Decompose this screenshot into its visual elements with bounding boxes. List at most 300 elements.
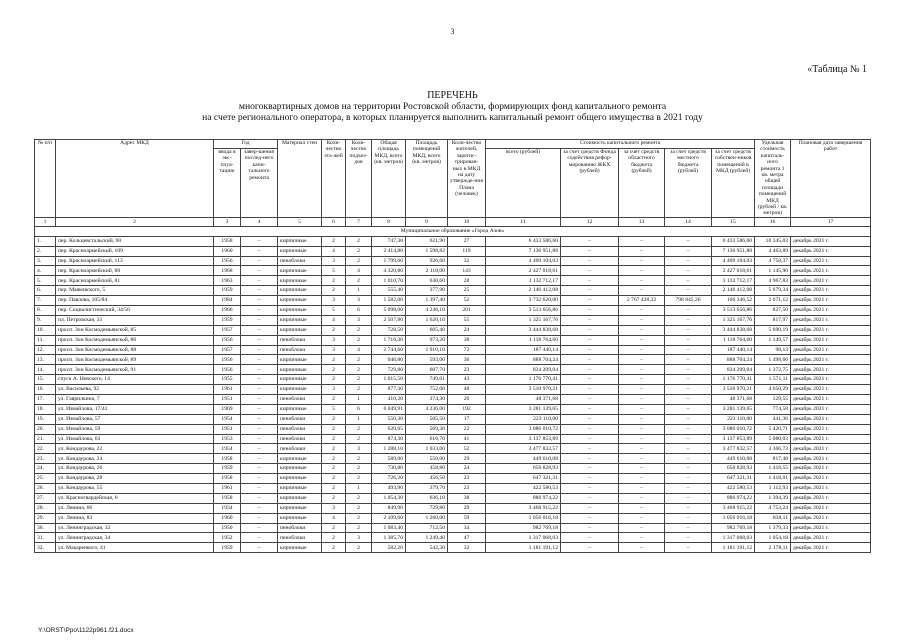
table-row (35, 424, 871, 434)
cell-cost-local: – (665, 246, 712, 256)
header-cost-local: за счет средств местного бюджета (рублей) (665, 149, 712, 218)
cell-wall-material: пеноблоки (278, 434, 322, 444)
cell-unit-cost: 817,97 (755, 315, 791, 325)
cell-cost-regional: – (619, 543, 665, 553)
cell-premises-area: 374,30 (406, 395, 448, 405)
cell-residents: 59 (448, 513, 486, 523)
cell-entrances: 2 (346, 236, 372, 246)
cell-row-num: 4. (35, 266, 56, 276)
cell-cost-total: 3 477 832,57 (486, 444, 561, 454)
cell-cost-fund: – (561, 464, 619, 474)
cell-cost-regional: – (619, 523, 665, 533)
cell-cost-owners: 3 132 712,17 (712, 276, 755, 286)
table-row (35, 493, 871, 503)
cell-cost-total: 1 317 068,03 (486, 533, 561, 543)
cell-planned-date: декабрь 2021 г. (791, 474, 871, 484)
cell-year-repair: – (241, 365, 278, 375)
cell-residents: 36 (448, 355, 486, 365)
cell-year-built: 1984 (214, 296, 241, 306)
cell-cost-owners: 3 281 139,65 (712, 404, 755, 414)
cell-cost-local: – (665, 335, 712, 345)
cell-cost-regional: – (619, 375, 665, 385)
cell-planned-date: декабрь 2021 г. (791, 256, 871, 266)
cell-cost-fund: – (561, 335, 619, 345)
cell-wall-material: пеноблоки (278, 414, 322, 424)
column-number: 8 (372, 217, 406, 226)
cell-premises-area: 712,50 (406, 523, 448, 533)
table-body (35, 226, 871, 552)
cell-cost-local: – (665, 306, 712, 316)
cell-residents: 38 (448, 335, 486, 345)
cell-year-built: 1957 (214, 325, 241, 335)
cell-cost-owners: 3 086 010,72 (712, 424, 755, 434)
cell-cost-owners: 3 444 838,68 (712, 325, 755, 335)
cell-cost-fund: – (561, 493, 619, 503)
cell-row-num: 8. (35, 306, 56, 316)
cell-floors: 5 (322, 266, 346, 276)
cell-cost-fund: – (561, 414, 619, 424)
cell-residents: 34 (448, 523, 486, 533)
cell-premises-area: 1 598,82 (406, 246, 448, 256)
cell-year-built: 1960 (214, 513, 241, 523)
cell-wall-material: кирпичные (278, 503, 322, 513)
cell-unit-cost: 1 379,33 (755, 523, 791, 533)
cell-entrances: 1 (346, 484, 372, 494)
cell-year-built: 1960 (214, 246, 241, 256)
cell-unit-cost: 10 345,03 (755, 236, 791, 246)
cell-year-built: 1957 (214, 345, 241, 355)
cell-planned-date: декабрь 2021 г. (791, 315, 871, 325)
cell-cost-local: – (665, 513, 712, 523)
header-num: № п/п (35, 140, 56, 218)
cell-cost-local: – (665, 434, 712, 444)
column-number: 13 (619, 217, 665, 226)
cell-cost-owners: 2 427 018,61 (712, 266, 755, 276)
table-row (35, 385, 871, 395)
cell-residents: 55 (448, 315, 486, 325)
cell-wall-material: кирпичные (278, 266, 322, 276)
cell-cost-regional: – (619, 246, 665, 256)
cell-year-built: 1954 (214, 414, 241, 424)
cell-total-area: 726,20 (372, 474, 406, 484)
cell-row-num: 26. (35, 484, 56, 494)
cell-address: ул. Макаренкого, 41 (56, 543, 214, 553)
cell-unit-cost: 827,50 (755, 306, 791, 316)
cell-address: ул. Ленинградская, 32 (56, 523, 214, 533)
cell-planned-date: декабрь 2021 г. (791, 404, 871, 414)
cell-wall-material: кирпичные (278, 246, 322, 256)
cell-year-built: 1961 (214, 385, 241, 395)
cell-floors: 2 (322, 414, 346, 424)
cell-cost-regional: – (619, 493, 665, 503)
cell-cost-local: – (665, 503, 712, 513)
cell-total-area: 1 385,70 (372, 533, 406, 543)
cell-residents: 52 (448, 296, 486, 306)
cell-year-built: 1934 (214, 503, 241, 513)
cell-unit-cost: 98,13 (755, 345, 791, 355)
cell-premises-area: 636,10 (406, 493, 448, 503)
cell-cost-total: 886 974,22 (486, 493, 561, 503)
cell-wall-material: кирпичные (278, 474, 322, 484)
cell-planned-date: декабрь 2021 г. (791, 266, 871, 276)
column-number: 5 (278, 217, 322, 226)
cell-planned-date: декабрь 2021 г. (791, 484, 871, 494)
cell-entrances: 2 (346, 493, 372, 503)
cell-cost-fund: – (561, 266, 619, 276)
cell-address: пер. Социалистический, 34/56 (56, 306, 214, 316)
cell-unit-cost: 1 145,90 (755, 266, 791, 276)
cell-row-num: 10. (35, 325, 56, 335)
cell-row-num: 31. (35, 533, 56, 543)
cell-row-num: 15. (35, 375, 56, 385)
cell-cost-fund: – (561, 345, 619, 355)
cell-cost-total: 3 513 656,86 (486, 306, 561, 316)
cell-row-num: 32. (35, 543, 56, 553)
cell-cost-total: 650 828,93 (486, 464, 561, 474)
cell-residents: 52 (448, 444, 486, 454)
cell-cost-owners: 3 468 915,22 (712, 503, 755, 513)
document-title (0, 90, 905, 123)
table-row (35, 434, 871, 444)
cell-address: ул. Кондаурова, 24 (56, 454, 214, 464)
cell-cost-local: – (665, 404, 712, 414)
cell-cost-fund: – (561, 404, 619, 414)
section-row (35, 226, 871, 236)
cell-address: просп. Зои Космодемьянской, 85 (56, 325, 214, 335)
table-row (35, 296, 871, 306)
cell-cost-fund: – (561, 375, 619, 385)
cell-year-built: 1961 (214, 484, 241, 494)
header-entrances: Коли-чество подъез-дов (346, 140, 372, 218)
cell-planned-date: декабрь 2021 г. (791, 464, 871, 474)
cell-floors: 2 (322, 464, 346, 474)
cell-floors: 2 (322, 375, 346, 385)
cell-cost-regional: – (619, 444, 665, 454)
cell-cost-owners: 647 321,31 (712, 474, 755, 484)
cell-cost-total: 3 468 915,22 (486, 503, 561, 513)
cell-floors: 2 (322, 533, 346, 543)
cell-year-repair: – (241, 543, 278, 553)
cell-premises-area: 569,30 (406, 424, 448, 434)
table-row (35, 355, 871, 365)
cell-cost-fund: – (561, 503, 619, 513)
cell-premises-area: 630,60 (406, 276, 448, 286)
cell-year-repair: – (241, 474, 278, 484)
cell-wall-material: кирпичные (278, 236, 322, 246)
cell-wall-material: кирпичные (278, 404, 322, 414)
cell-row-num: 29. (35, 513, 56, 523)
footer-file-path: Y:\ORST\Ppo\1122p961.f21.docx (38, 627, 134, 634)
table-row (35, 306, 871, 316)
cell-premises-area: 729,80 (406, 503, 448, 513)
cell-floors: 2 (322, 365, 346, 375)
cell-residents: 22 (448, 424, 486, 434)
cell-unit-cost: 1 149,57 (755, 335, 791, 345)
cell-address: ул. Измайлова, 57 (56, 414, 214, 424)
cell-cost-regional: – (619, 533, 665, 543)
cell-row-num: 18. (35, 404, 56, 414)
cell-address: пер. Павлова, 105/84 (56, 296, 214, 306)
cell-premises-area: 1 033,00 (406, 444, 448, 454)
cell-total-area: 1 799,60 (372, 256, 406, 266)
cell-floors: 2 (322, 484, 346, 494)
cell-cost-fund: – (561, 246, 619, 256)
cell-address: просп. Зои Космодемьянской, 88 (56, 345, 214, 355)
cell-cost-fund: – (561, 256, 619, 266)
cell-cost-local: – (665, 236, 712, 246)
cell-planned-date: декабрь 2021 г. (791, 375, 871, 385)
cell-cost-total: 3 444 838,68 (486, 325, 561, 335)
cell-cost-fund: – (561, 454, 619, 464)
cell-unit-cost: 5 420,71 (755, 424, 791, 434)
cell-year-built: 1956 (214, 256, 241, 266)
cell-floors: 2 (322, 286, 346, 296)
cell-residents: 23 (448, 365, 486, 375)
cell-address: пер. Кольцевстальский, 90 (56, 236, 214, 246)
cell-unit-cost: 5 690,19 (755, 325, 791, 335)
cell-total-area: 2 744,60 (372, 345, 406, 355)
cell-row-num: 30. (35, 523, 56, 533)
cell-cost-regional: – (619, 434, 665, 444)
cell-floors: 2 (322, 395, 346, 405)
cell-residents: 43 (448, 375, 486, 385)
header-cost-group: Стоимость капитального ремонта (486, 140, 755, 149)
cell-wall-material: кирпичные (278, 493, 322, 503)
cell-cost-total: 1 056 016,18 (486, 513, 561, 523)
cell-cost-regional: – (619, 513, 665, 523)
cell-total-area: 6 049,91 (372, 404, 406, 414)
cell-unit-cost: 1 571,11 (755, 375, 791, 385)
cell-cost-regional: – (619, 306, 665, 316)
cell-wall-material: кирпичные (278, 513, 322, 523)
cell-residents: 192 (448, 404, 486, 414)
header-cost-owners: за счет средств собствен-ников помещений в МКД (рублей) (712, 149, 755, 218)
cell-cost-fund: – (561, 385, 619, 395)
cell-unit-cost: 5 080,03 (755, 434, 791, 444)
cell-year-built: 1959 (214, 543, 241, 553)
cell-cost-total: 7 136 951,88 (486, 246, 561, 256)
cell-year-repair: – (241, 286, 278, 296)
cell-cost-fund: – (561, 286, 619, 296)
table-row (35, 523, 871, 533)
header-cost-regional: за счет средств областного бюджета (рублей) (619, 149, 665, 218)
cell-cost-local: – (665, 286, 712, 296)
cell-unit-cost: 1 418,55 (755, 464, 791, 474)
cell-unit-cost: 4 463,89 (755, 246, 791, 256)
cell-cost-owners: 1 056 016,18 (712, 513, 755, 523)
cell-year-repair: – (241, 395, 278, 405)
cell-cost-regional: – (619, 385, 665, 395)
cell-residents: 23 (448, 484, 486, 494)
cell-premises-area: 1 260,00 (406, 513, 448, 523)
cell-total-area: 2 414,80 (372, 246, 406, 256)
housing-repair-table (34, 139, 871, 553)
cell-entrances: 1 (346, 414, 372, 424)
cell-floors: 3 (322, 345, 346, 355)
cell-year-built: 1958 (214, 236, 241, 246)
cell-cost-owners: 7 136 951,88 (712, 246, 755, 256)
column-number: 6 (322, 217, 346, 226)
cell-cost-regional: – (619, 335, 665, 345)
cell-cost-total: 2 146 412,08 (486, 286, 561, 296)
cell-cost-total: 3 732 620,00 (486, 296, 561, 306)
cell-floors: 2 (322, 543, 346, 553)
cell-year-repair: – (241, 404, 278, 414)
cell-entrances: 2 (346, 325, 372, 335)
cell-entrances: 1 (346, 286, 372, 296)
table-row (35, 266, 871, 276)
cell-year-repair: – (241, 315, 278, 325)
cell-residents: 27 (448, 236, 486, 246)
cell-entrances: 3 (346, 296, 372, 306)
cell-cost-local: – (665, 484, 712, 494)
cell-cost-regional: – (619, 266, 665, 276)
cell-unit-cost: 4 650,29 (755, 385, 791, 395)
cell-residents: 72 (448, 345, 486, 355)
cell-cost-regional: 2 767 428,22 (619, 296, 665, 306)
cell-premises-area: 607,70 (406, 365, 448, 375)
cell-address: ул. Измайлова, 59 (56, 424, 214, 434)
table-row (35, 533, 871, 543)
cell-cost-owners: 888 704,24 (712, 355, 755, 365)
cell-total-area: 2 109,60 (372, 513, 406, 523)
cell-premises-area: 377,90 (406, 286, 448, 296)
cell-premises-area: 542,30 (406, 543, 448, 553)
header-residents: Коли-чество жителей, зарегис-трирован-ных в МКД на дату утвержде-ния Плана (человек) (448, 140, 486, 218)
cell-year-built: 1958 (214, 454, 241, 464)
cell-year-repair: – (241, 375, 278, 385)
cell-floors: 4 (322, 315, 346, 325)
cell-entrances: 2 (346, 256, 372, 266)
cell-year-repair: – (241, 266, 278, 276)
cell-year-repair: – (241, 276, 278, 286)
cell-cost-fund: – (561, 306, 619, 316)
cell-wall-material: пеноблоки (278, 395, 322, 405)
cell-wall-material: кирпичные (278, 306, 322, 316)
cell-year-repair: – (241, 464, 278, 474)
cell-row-num: 25. (35, 474, 56, 484)
cell-row-num: 17. (35, 395, 56, 405)
cell-residents: 32 (448, 256, 486, 266)
cell-cost-fund: – (561, 365, 619, 375)
cell-year-built: 1959 (214, 464, 241, 474)
cell-cost-regional: – (619, 414, 665, 424)
cell-residents: 32 (448, 543, 486, 553)
column-number: 7 (346, 217, 372, 226)
cell-planned-date: декабрь 2021 г. (791, 454, 871, 464)
cell-cost-total: 1 176 770,41 (486, 375, 561, 385)
cell-unit-cost: 1 054,18 (755, 533, 791, 543)
cell-premises-area: 550,00 (406, 454, 448, 464)
cell-residents: 23 (448, 474, 486, 484)
cell-address: ул. Кондаурова, 55 (56, 484, 214, 494)
section-title: Муниципальное образование «Город Азов» (35, 226, 871, 236)
cell-entrances: 6 (346, 306, 372, 316)
table-row (35, 276, 871, 286)
cell-address: пер. Красноармейский, 81 (56, 276, 214, 286)
table-row (35, 395, 871, 405)
cell-premises-area: 379,70 (406, 484, 448, 494)
cell-planned-date: декабрь 2021 г. (791, 236, 871, 246)
cell-cost-fund: – (561, 533, 619, 543)
cell-year-repair: – (241, 484, 278, 494)
cell-planned-date: декабрь 2021 г. (791, 325, 871, 335)
cell-cost-total: 888 704,24 (486, 355, 561, 365)
cell-cost-fund: – (561, 315, 619, 325)
cell-wall-material: кирпичные (278, 385, 322, 395)
cell-year-built: 1951 (214, 395, 241, 405)
cell-cost-local: – (665, 355, 712, 365)
cell-row-num: 20. (35, 424, 56, 434)
cell-entrances: 6 (346, 404, 372, 414)
table-row (35, 484, 871, 494)
cell-year-built: 1951 (214, 424, 241, 434)
cell-floors: 4 (322, 513, 346, 523)
cell-cost-regional: – (619, 464, 665, 474)
cell-total-area: 1 054,30 (372, 493, 406, 503)
column-number: 2 (56, 217, 214, 226)
column-number: 10 (448, 217, 486, 226)
header-wall-material: Материал стен (278, 140, 322, 218)
cell-total-area: 5 098,00 (372, 306, 406, 316)
cell-year-built: 1959 (214, 286, 241, 296)
page-number: 3 (450, 27, 455, 36)
cell-address: ул. Ленина, 66 (56, 503, 214, 513)
cell-year-built: 1969 (214, 404, 241, 414)
cell-total-area: 728,50 (372, 325, 406, 335)
cell-planned-date: декабрь 2021 г. (791, 296, 871, 306)
table-row (35, 256, 871, 266)
table-row (35, 513, 871, 523)
cell-cost-fund: – (561, 395, 619, 405)
table-row (35, 454, 871, 464)
cell-planned-date: декабрь 2021 г. (791, 444, 871, 454)
cell-cost-fund: – (561, 296, 619, 306)
cell-cost-owners: 449 610,08 (712, 454, 755, 464)
cell-floors: 2 (322, 474, 346, 484)
cell-year-repair: – (241, 444, 278, 454)
table-row (35, 404, 871, 414)
cell-row-num: 14. (35, 365, 56, 375)
cell-cost-local: – (665, 414, 712, 424)
cell-row-num: 27. (35, 493, 56, 503)
cell-cost-total: 834 209,04 (486, 365, 561, 375)
cell-total-area: 729,80 (372, 365, 406, 375)
header-total-area: Общая площадь МКД, всего (кв. метров) (372, 140, 406, 218)
cell-year-built: 1968 (214, 266, 241, 276)
cell-total-area: 747,30 (372, 236, 406, 246)
column-number: 16 (755, 217, 791, 226)
column-number: 14 (665, 217, 712, 226)
cell-cost-total: 223 110,00 (486, 414, 561, 424)
cell-premises-area: 1 397,40 (406, 296, 448, 306)
cell-address: просп. Зои Космодемьянской, 86 (56, 335, 214, 345)
cell-unit-cost: 4 753,24 (755, 503, 791, 513)
cell-entrances: 2 (346, 335, 372, 345)
table-row (35, 236, 871, 246)
cell-cost-total: 647 321,31 (486, 474, 561, 484)
cell-wall-material: кирпичные (278, 325, 322, 335)
cell-premises-area: 621,90 (406, 236, 448, 246)
cell-floors: 2 (322, 236, 346, 246)
cell-row-num: 23. (35, 454, 56, 464)
cell-cost-local: – (665, 266, 712, 276)
cell-row-num: 28. (35, 503, 56, 513)
cell-cost-owners: 6 433 586,60 (712, 236, 755, 246)
header-year-built: ввода в экс-плуа-тацию (214, 149, 241, 218)
cell-address: просп. Зои Космодемьянской, 91 (56, 365, 214, 375)
cell-wall-material: пеноблоки (278, 256, 322, 266)
